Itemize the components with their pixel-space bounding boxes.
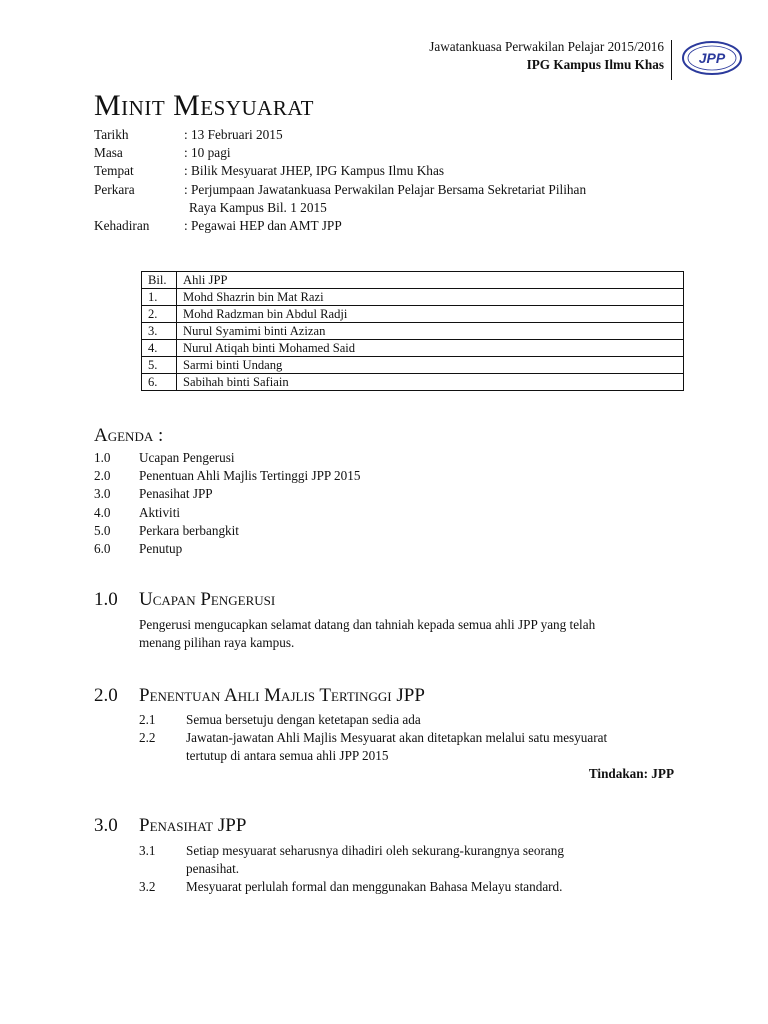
- section-title: Penasihat JPP: [139, 815, 247, 836]
- table-cell: Mohd Shazrin bin Mat Razi: [177, 289, 684, 306]
- members-table: [141, 271, 684, 391]
- jpp-logo-icon: [681, 40, 743, 76]
- agenda-text: Ucapan Pengerusi: [139, 450, 235, 465]
- meta-row-subject: [94, 181, 659, 199]
- list-item: [139, 842, 669, 878]
- item-text: Mesyuarat perlulah formal dan menggunakan Bahasa Melayu standard.: [186, 879, 563, 895]
- section-1-heading: [94, 588, 275, 612]
- table-cell: 5.: [142, 357, 177, 374]
- meta-row-subject-cont: [94, 199, 659, 217]
- agenda-list: [94, 449, 360, 558]
- agenda-number: 4.0: [94, 504, 111, 520]
- list-item: [139, 878, 669, 896]
- meta-key: Masa: [94, 145, 123, 161]
- agenda-text: Penasihat JPP: [139, 486, 213, 502]
- table-cell: Sabihah binti Safiain: [177, 374, 684, 391]
- section-number: 3.0: [94, 815, 118, 836]
- item-number: 3.1: [139, 843, 156, 858]
- section-1-paragraph: [139, 616, 669, 652]
- table-cell: 6.: [142, 374, 177, 391]
- table-cell: 3.: [142, 323, 177, 340]
- agenda-number: 6.0: [94, 541, 111, 557]
- section-number: 2.0: [94, 685, 118, 706]
- item-text: Semua bersetuju dengan ketetapan sedia ada: [186, 712, 421, 727]
- table-cell: 2.: [142, 306, 177, 323]
- section-3-heading: [94, 814, 246, 838]
- agenda-number: 1.0: [94, 450, 111, 465]
- section-title: Penentuan Ahli Majlis Tertinggi JPP: [139, 685, 425, 706]
- section-2-items: [139, 711, 669, 766]
- item-text: Setiap mesyuarat seharusnya dihadiri oleh sekurang-kurangnya seorang: [186, 843, 564, 858]
- meta-key: Tarikh: [94, 127, 129, 142]
- agenda-text: Aktiviti: [139, 504, 181, 520]
- table-row: [142, 340, 684, 357]
- logo-text: JPP: [698, 50, 726, 66]
- meta-value: : Bilik Mesyuarat JHEP, IPG Kampus Ilmu Khas: [184, 163, 445, 179]
- meta-key: Kehadiran: [94, 218, 150, 234]
- agenda-text: Penentuan Ahli Majlis Tertinggi JPP 2015: [139, 468, 361, 484]
- document-header: [380, 38, 664, 74]
- meta-row-time: [94, 144, 659, 162]
- table-row: [142, 289, 684, 306]
- agenda-number: 3.0: [94, 486, 111, 502]
- table-row: [142, 323, 684, 340]
- meta-value: : 13 Februari 2015: [184, 127, 283, 142]
- section-3-items: [139, 842, 669, 897]
- table-cell: Nurul Syamimi binti Azizan: [177, 323, 684, 340]
- list-item: [94, 522, 360, 540]
- header-divider: [671, 40, 672, 80]
- table-cell: Sarmi binti Undang: [177, 357, 684, 374]
- table-cell: 1.: [142, 289, 177, 306]
- meta-key: Tempat: [94, 163, 134, 179]
- meta-value: : 10 pagi: [184, 145, 231, 161]
- section-title: Ucapan Pengerusi: [139, 589, 276, 610]
- meta-value: Raya Kampus Bil. 1 2015: [189, 199, 327, 215]
- table-cell: Nurul Atiqah binti Mohamed Said: [177, 340, 684, 357]
- list-item: [139, 729, 669, 765]
- paragraph-line: menang pilihan raya kampus.: [139, 635, 295, 651]
- agenda-number: 5.0: [94, 522, 111, 538]
- item-number: 2.1: [139, 712, 156, 727]
- list-item: [94, 467, 360, 485]
- table-cell: Mohd Radzman bin Abdul Radji: [177, 306, 684, 323]
- item-text: tertutup di antara semua ahli JPP 2015: [186, 748, 389, 764]
- page-title: Minit Mesyuarat: [94, 89, 315, 122]
- list-item: [94, 540, 360, 558]
- list-item: [139, 711, 669, 729]
- agenda-heading: Agenda :: [94, 425, 164, 446]
- meta-value: : Pegawai HEP dan AMT JPP: [184, 218, 342, 234]
- list-item: [94, 485, 360, 503]
- action-note: Tindakan: JPP: [588, 766, 674, 781]
- table-row: [142, 374, 684, 391]
- agenda-number: 2.0: [94, 468, 111, 484]
- table-row: [142, 357, 684, 374]
- item-number: 2.2: [139, 730, 156, 746]
- paragraph-line: Pengerusi mengucapkan selamat datang dan tahniah kepada semua ahli JPP yang telah: [139, 617, 596, 632]
- list-item: [94, 449, 360, 467]
- table-cell: 4.: [142, 340, 177, 357]
- item-text: penasihat.: [186, 861, 240, 877]
- meta-row-attendance: [94, 217, 659, 235]
- meta-key: Perkara: [94, 181, 135, 197]
- meta-value: : Perjumpaan Jawatankuasa Perwakilan Pelajar Bersama Sekretariat Pilihan: [184, 181, 587, 197]
- table-header-cell: Ahli JPP: [177, 272, 684, 289]
- section-2-heading: [94, 684, 425, 708]
- agenda-text: Perkara berbangkit: [139, 522, 239, 538]
- list-item: [94, 504, 360, 522]
- section-number: 1.0: [94, 589, 118, 610]
- meta-row-place: [94, 162, 659, 180]
- agenda-text: Penutup: [139, 541, 183, 557]
- meeting-details: [94, 126, 659, 235]
- meta-row-date: [94, 126, 659, 144]
- table-header-cell: Bil.: [142, 272, 177, 289]
- table-header-row: [142, 272, 684, 289]
- header-line-1: Jawatankuasa Perwakilan Pelajar 2015/2016: [429, 39, 664, 54]
- meta-key: [94, 199, 184, 217]
- table-row: [142, 306, 684, 323]
- item-number: 3.2: [139, 879, 156, 895]
- item-text: Jawatan-jawatan Ahli Majlis Mesyuarat akan ditetapkan melalui satu mesyuarat: [186, 730, 608, 746]
- header-line-2: IPG Kampus Ilmu Khas: [526, 57, 664, 72]
